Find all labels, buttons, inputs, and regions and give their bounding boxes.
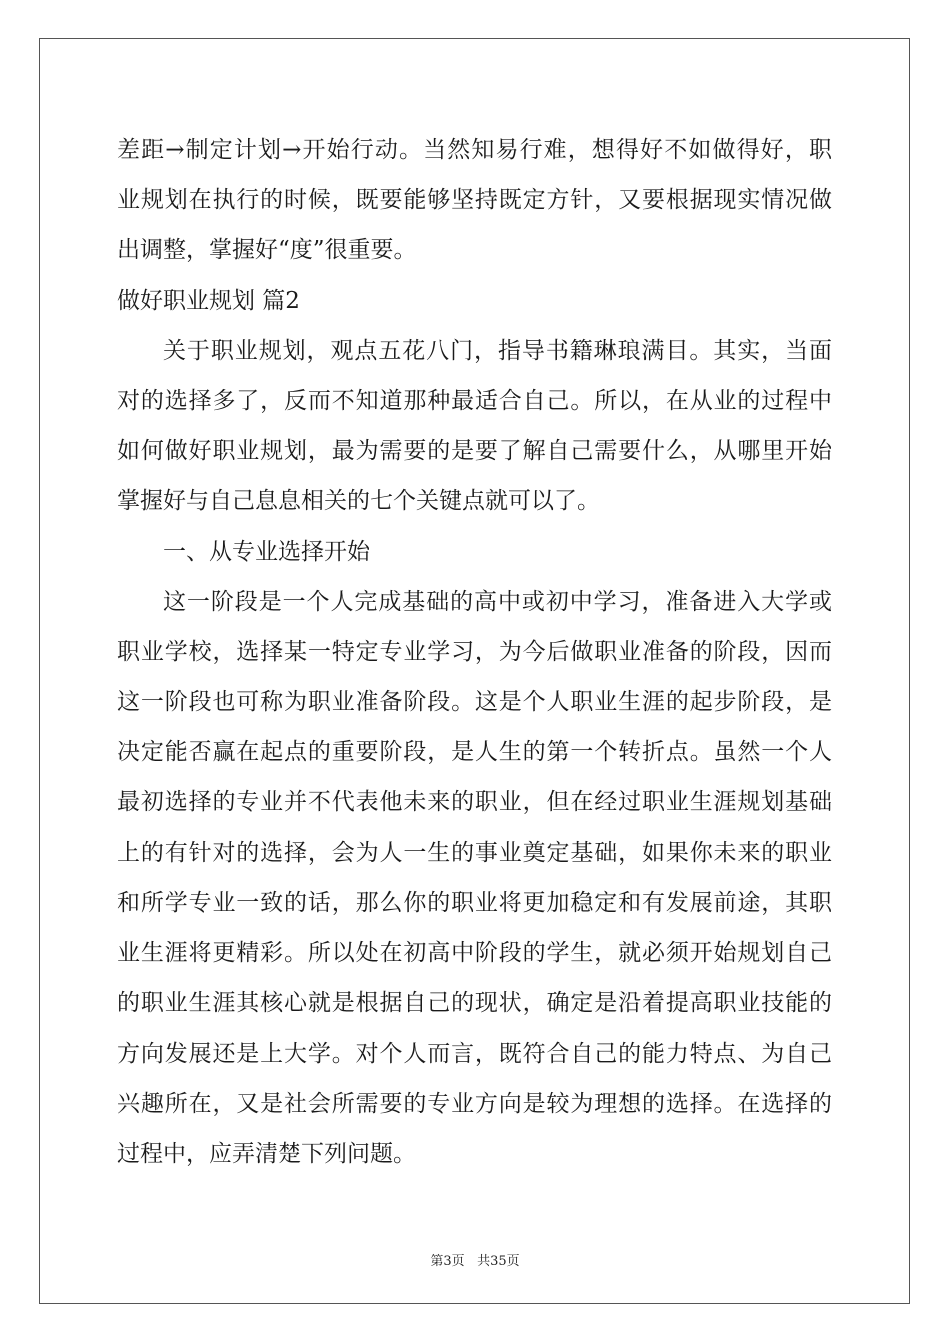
paragraph-line: 最初选择的专业并不代表他未来的职业，但在经过职业生涯规划基础 xyxy=(117,789,832,815)
page-footer xyxy=(0,1250,950,1269)
paragraph-line: 出调整，掌握好“度”很重要。 xyxy=(117,237,417,263)
paragraph-line: 如何做好职业规划，最为需要的是要了解自己需要什么，从哪里开始 xyxy=(117,438,832,464)
section-title: 做好职业规划 篇2 xyxy=(117,288,300,314)
paragraph-line: 兴趣所在，又是社会所需要的专业方向是较为理想的选择。在选择的 xyxy=(117,1091,832,1117)
paragraph-line: 方向发展还是上大学。对个人而言，既符合自己的能力特点、为自己 xyxy=(117,1041,832,1067)
paragraph-line: 差距→制定计划→开始行动。当然知易行难，想得好不如做得好，职 xyxy=(117,137,832,163)
paragraph-line: 决定能否赢在起点的重要阶段，是人生的第一个转折点。虽然一个人 xyxy=(117,739,832,765)
paragraph-line: 掌握好与自己息息相关的七个关键点就可以了。 xyxy=(117,488,600,514)
paragraph-line: 职业学校，选择某一特定专业学习，为今后做职业准备的阶段，因而 xyxy=(117,639,832,665)
paragraph-line: 上的有针对的选择，会为人一生的事业奠定基础，如果你未来的职业 xyxy=(117,840,832,866)
paragraph-line: 业规划在执行的时候，既要能够坚持既定方针，又要根据现实情况做 xyxy=(117,187,832,213)
paragraph-line: 关于职业规划，观点五花八门，指导书籍琳琅满目。其实，当面 xyxy=(163,338,832,364)
subheading: 一、从专业选择开始 xyxy=(163,539,370,565)
paragraph-line: 和所学专业一致的话，那么你的职业将更加稳定和有发展前途，其职 xyxy=(117,890,832,916)
paragraph-line: 这一阶段也可称为职业准备阶段。这是个人职业生涯的起步阶段，是 xyxy=(117,689,832,715)
paragraph-line: 的职业生涯其核心就是根据自己的现状，确定是沿着提高职业技能的 xyxy=(117,990,832,1016)
paragraph-line: 对的选择多了，反而不知道那种最适合自己。所以，在从业的过程中 xyxy=(117,388,832,414)
total-pages: 共35页 xyxy=(477,1254,520,1269)
page-number: 第3页 xyxy=(430,1254,465,1269)
paragraph-line: 业生涯将更精彩。所以处在初高中阶段的学生，就必须开始规划自己 xyxy=(117,940,832,966)
paragraph-line: 这一阶段是一个人完成基础的高中或初中学习，准备进入大学或 xyxy=(163,589,832,615)
paragraph-line: 过程中，应弄清楚下列问题。 xyxy=(117,1141,416,1167)
